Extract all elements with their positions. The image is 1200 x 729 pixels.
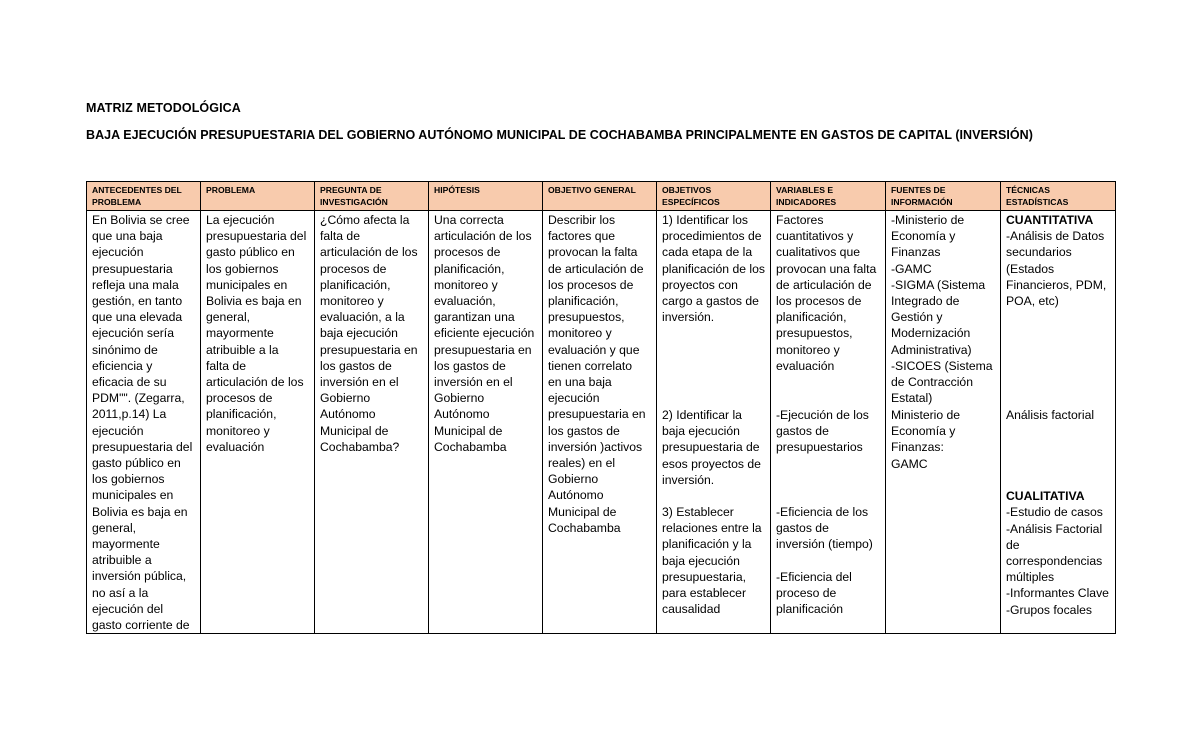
cualitativa-items: -Estudio de casos -Análisis Factorial de correspondencias múltiples -Informantes Clave -Grupos focales <box>1006 505 1109 617</box>
cuantitativa-items: -Análisis de Datos secundarios (Estados Financieros, PDM, POA, etc) <box>1006 229 1107 309</box>
objetivo-general-text: Describir los factores que provocan la falta de articulación de los procesos de planificación, presupuestos, monitoreo y evaluación y que tienen correlato en una baja ejecución presupuestaria en los gastos de inversión )activos reales) en el Gobierno Autónomo Municipal de Cochabamba <box>548 213 646 535</box>
fuentes-2: Ministerio de Economía y Finanzas: GAMC <box>891 408 961 471</box>
header-problema: PROBLEMA <box>201 182 315 211</box>
antecedentes-text: En Bolivia se cree que una baja ejecución presupuestaria refleja una mala gestión, en tanto que una elevada ejecución sería sinónimo de eficiencia y eficacia de su PDM"". (Zegarra, 2011,p.14) La ejecución presupuestaria del gasto público en los gobiernos municipales en Bolivia es baja en general, mayormente atribuible a inversión pública, no así a la ejecución del gasto corriente de <box>92 213 193 633</box>
hipotesis-text: Una correcta articulación de los procesos de planificación, monitoreo y evaluación, garantizan una eficiente ejecución presupuestaria en los gastos de inversión en el Gobierno Autónomo Municipal de Cochabamba <box>434 213 535 454</box>
header-pregunta: PREGUNTA DE INVESTIGACIÓN <box>315 182 429 211</box>
table-header-row <box>87 182 1116 211</box>
problema-text: La ejecución presupuestaria del gasto público en los gobiernos municipales en Bolivia es baja en general, mayormente atribuible a la falta de articulación de los procesos de planificación, monitoreo y evaluación <box>206 213 307 454</box>
cell-variables <box>771 211 886 634</box>
cell-problema <box>201 211 315 634</box>
table-row <box>87 211 1116 634</box>
header-hipotesis: HIPÓTESIS <box>429 182 543 211</box>
document-subtitle: BAJA EJECUCIÓN PRESUPUESTARIA DEL GOBIERNO AUTÓNOMO MUNICIPAL DE COCHABAMBA PRINCIPALMENTE EN GASTOS DE CAPITAL (INVERSIÓN) <box>86 128 1033 142</box>
cuantitativa-label: CUANTITATIVA <box>1006 213 1094 227</box>
header-tecnicas: TÉCNICAS ESTADÍSTICAS <box>1001 182 1116 211</box>
objetivo-especifico-3: 3) Establecer relaciones entre la planificación y la baja ejecución presupuestaria, para establecer causalidad <box>662 505 762 617</box>
cell-hipotesis <box>429 211 543 634</box>
header-antecedentes: ANTECEDENTES DEL PROBLEMA <box>87 182 201 211</box>
objetivo-especifico-1: 1) Identificar los procedimientos de cada etapa de la planificación de los proyectos con cargo a gastos de inversión. <box>662 213 765 325</box>
variable-1: Factores cuantitativos y cualitativos que provocan una falta de articulación de los procesos de planificación, presupuestos, monitoreo y evaluación <box>776 213 877 373</box>
cell-pregunta <box>315 211 429 634</box>
variable-3: -Eficiencia de los gastos de inversión (tiempo) <box>776 505 873 552</box>
variable-4: -Eficiencia del proceso de planificación <box>776 570 852 617</box>
cell-antecedentes <box>87 211 201 634</box>
cell-objetivo-general <box>543 211 657 634</box>
cell-fuentes <box>886 211 1001 634</box>
header-objetivos-especificos: OBJETIVOS ESPECÍFICOS <box>657 182 771 211</box>
cualitativa-label: CUALITATIVA <box>1006 489 1085 504</box>
methodology-matrix-table <box>86 181 1116 634</box>
pregunta-text: ¿Cómo afecta la falta de articulación de los procesos de planificación, monitoreo y evaluación, a la baja ejecución presupuestaria en los gastos de inversión en el Gobierno Autónomo Municipal de Cochabamba? <box>320 213 418 454</box>
header-variables: VARIABLES E INDICADORES <box>771 182 886 211</box>
document-title: MATRIZ METODOLÓGICA <box>86 101 241 115</box>
cell-tecnicas <box>1001 211 1116 634</box>
header-objetivo-general: OBJETIVO GENERAL <box>543 182 657 211</box>
fuentes-1: -Ministerio de Economía y Finanzas -GAMC -SIGMA (Sistema Integrado de Gestión y Modernización Administrativa) -SICOES (Sistema de Contracción Estatal) <box>891 213 993 406</box>
analisis-factorial: Análisis factorial <box>1006 408 1095 423</box>
header-fuentes: FUENTES DE INFORMACIÓN <box>886 182 1001 211</box>
variable-2: -Ejecución de los gastos de presupuestarios <box>776 408 869 455</box>
objetivo-especifico-2: 2) Identificar la baja ejecución presupuestaria de esos proyectos de inversión. <box>662 408 761 487</box>
cell-objetivos-especificos <box>657 211 771 634</box>
